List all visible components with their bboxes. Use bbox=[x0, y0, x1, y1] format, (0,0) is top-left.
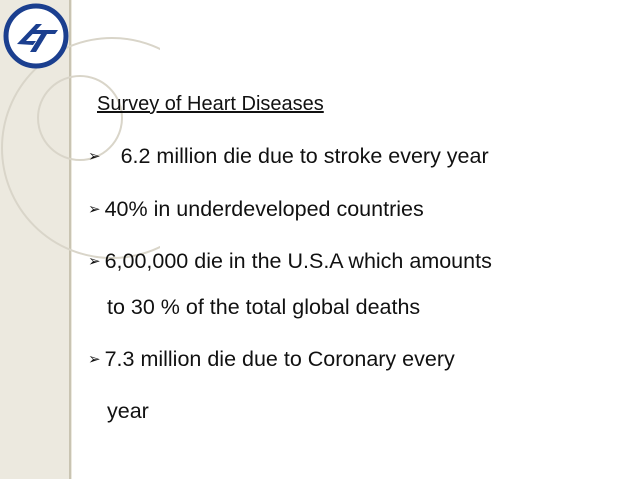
arrow-bullet-icon: ➢ bbox=[88, 253, 101, 270]
bullet-text: 40% in underdeveloped countries bbox=[104, 197, 424, 221]
arrow-bullet-icon: ➢ bbox=[88, 351, 101, 368]
bullet-item-4 bbox=[88, 346, 455, 375]
bullet-item-1 bbox=[88, 143, 489, 172]
bullet-text: 6,00,000 die in the U.S.A which amounts bbox=[104, 249, 492, 273]
bullet-item-3 bbox=[88, 248, 492, 277]
slide-title: Survey of Heart Diseases bbox=[97, 93, 324, 115]
bullet-text: 7.3 million die due to Coronary every bbox=[104, 347, 455, 371]
lt-logo-icon bbox=[0, 0, 72, 72]
bullet-item-2 bbox=[88, 196, 424, 225]
bullet-continuation: to 30 % of the total global deaths bbox=[107, 295, 421, 319]
bullet-text: 6.2 million die due to stroke every year bbox=[120, 144, 489, 168]
arrow-bullet-icon: ➢ bbox=[88, 148, 101, 165]
arrow-bullet-icon: ➢ bbox=[88, 201, 101, 218]
bullet-continuation: year bbox=[107, 399, 149, 423]
